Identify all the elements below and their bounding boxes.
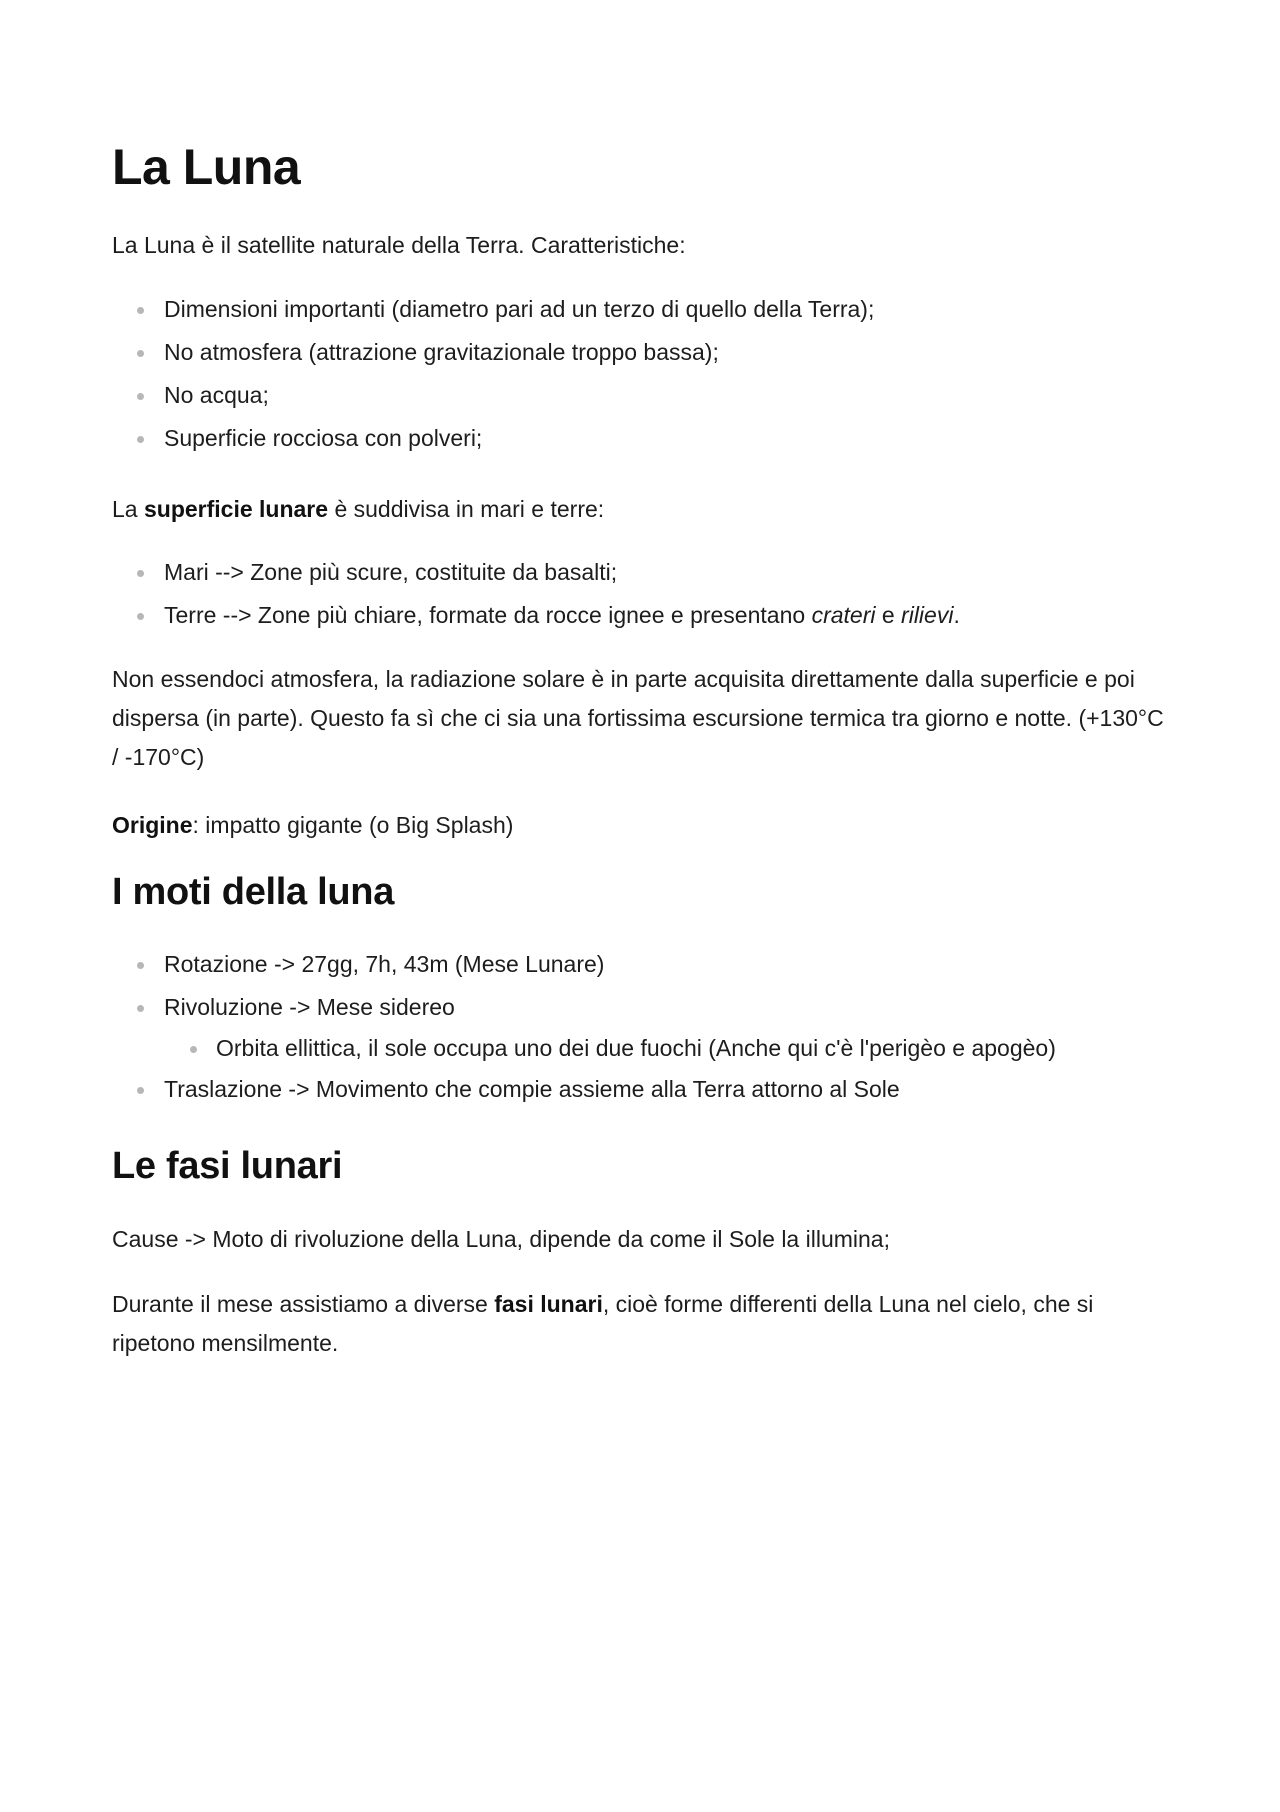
list-item-mari: Mari --> Zone più scure, costituite da basalti; bbox=[112, 551, 1172, 594]
bullet-icon bbox=[137, 393, 144, 400]
phases-paragraph: Durante il mese assistiamo a diverse fasi lunari, cioè forme differenti della Luna nel cielo, che si ripetono mensilmente. bbox=[112, 1291, 1094, 1356]
surface-paragraph: La superficie lunare è suddivisa in mari e terre: bbox=[112, 496, 605, 522]
section-heading-motions: I moti della luna bbox=[112, 871, 395, 913]
surface-list bbox=[112, 551, 1172, 637]
origin-label: Origine bbox=[112, 812, 193, 838]
list-item-terre: Terre --> Zone più chiare, formate da rocce ignee e presentano crateri e rilievi. bbox=[112, 594, 1172, 637]
list-item: Dimensioni importanti (diametro pari ad un terzo di quello della Terra); bbox=[112, 288, 1172, 331]
bullet-icon bbox=[190, 1046, 197, 1053]
intro-paragraph: La Luna è il satellite naturale della Terra. Caratteristiche: bbox=[112, 232, 686, 258]
bullet-icon bbox=[137, 350, 144, 357]
page-title: La Luna bbox=[112, 139, 301, 195]
surface-term: superficie lunare bbox=[143, 496, 329, 522]
bullet-icon bbox=[137, 962, 144, 969]
atmosphere-paragraph: Non essendoci atmosfera, la radiazione solare è in parte acquisita direttamente dalla superficie e poi dispersa (in parte). Questo fa sì che ci sia una fortissima escursione termica tra giorno e notte. (+130°C / -170°C) bbox=[112, 666, 1164, 770]
bullet-icon bbox=[137, 570, 144, 577]
bullet-icon bbox=[137, 1005, 144, 1012]
bullet-icon bbox=[137, 436, 144, 443]
list-item-translation: Traslazione -> Movimento che compie assieme alla Terra attorno al Sole bbox=[112, 1068, 1172, 1111]
motions-list bbox=[112, 943, 1172, 1111]
causes-paragraph: Cause -> Moto di rivoluzione della Luna, dipende da come il Sole la illumina; bbox=[112, 1226, 890, 1252]
phases-term: fasi lunari bbox=[494, 1291, 603, 1317]
bullet-icon bbox=[137, 1087, 144, 1094]
list-item: Superficie rocciosa con polveri; bbox=[112, 417, 1172, 460]
bullet-icon bbox=[137, 307, 144, 314]
origin-paragraph: Origine: impatto gigante (o Big Splash) bbox=[112, 812, 514, 838]
list-item: No atmosfera (attrazione gravitazionale troppo bassa); bbox=[112, 331, 1172, 374]
list-item: No acqua; bbox=[112, 374, 1172, 417]
bullet-icon bbox=[137, 613, 144, 620]
list-item-orbit: Orbita ellittica, il sole occupa uno dei due fuochi (Anche qui c'è l'perigèo e apogèo) bbox=[112, 1029, 1172, 1068]
list-item-rotation: Rotazione -> 27gg, 7h, 43m (Mese Lunare) bbox=[112, 943, 1172, 986]
list-item-revolution: Rivoluzione -> Mese sidereo bbox=[112, 986, 1172, 1029]
section-heading-phases: Le fasi lunari bbox=[112, 1145, 343, 1187]
characteristics-list bbox=[112, 288, 1172, 460]
